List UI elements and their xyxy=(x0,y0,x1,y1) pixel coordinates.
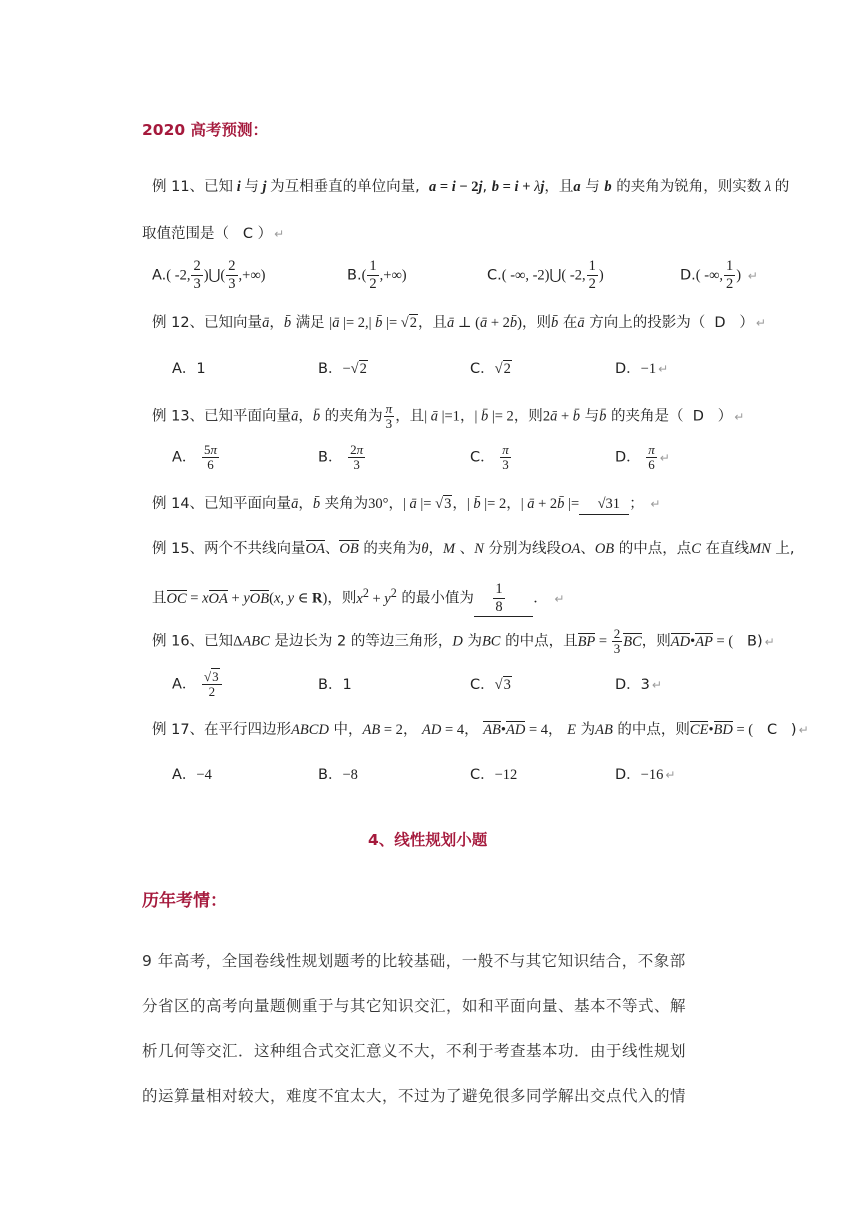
q17-option-c: C．−12 xyxy=(470,767,518,783)
q11-answer: C xyxy=(242,226,253,242)
q17-t1: 中， xyxy=(333,722,363,738)
q16-opt-a-label: A． xyxy=(172,676,197,693)
q13-close: ） xyxy=(717,408,733,425)
q16-line: 例 16、已知ΔABC 是边长为 2 的等边三角形，D 为BC 的中点，且BP = $\frac{2}{3}$ BC，则AD•AP = ( B) ↵ xyxy=(152,626,775,656)
q14-label: 例 14、已知平面向量 xyxy=(152,496,292,512)
q13-option-d: D． $\frac{\pi}{6}$ ↵ xyxy=(615,442,670,472)
q13-t4: 与 xyxy=(584,408,600,425)
q16-opt-c-label: C． xyxy=(470,677,495,693)
q11-line2-text: 取值范围是（ xyxy=(142,226,229,242)
paragraph-line-1: 9 年高考，全国卷线性规划题考的比较基础，一般不与其它知识结合，不象部 xyxy=(142,952,686,970)
q15-t7: 上, xyxy=(775,541,795,557)
q15-l2a: 且 xyxy=(152,590,167,607)
q11-t2: 为互相垂直的单位向量, xyxy=(270,179,420,195)
q12-option-d: D．−1 ↵ xyxy=(615,361,669,377)
q14-t1: 夹角为 xyxy=(324,496,369,512)
q15-t6: 在直线 xyxy=(705,541,750,557)
q13-t5: 的夹角是（ xyxy=(610,408,684,425)
q14-line: 例 14、已知平面向量ā，b̄ 夹角为30°，| ā |= √3，| b̄ |= 2，| ā + 2b̄ |= √31 ； ↵ xyxy=(152,494,660,515)
q13-option-a: A． $\frac{5\pi}{6}$ xyxy=(172,442,218,472)
q17-answer: C xyxy=(766,722,778,738)
q15-t4: 、 xyxy=(580,541,595,557)
q13-line: 例 13、已知平面向量ā，b̄ 的夹角为 $\frac{\pi}{3}$ ，且| ā |=1，| b̄ |= 2，则2ā + b̄ 与b̄ 的夹角是（ D ） ↵ xyxy=(152,401,745,431)
q12-t1: 满足 xyxy=(295,315,325,331)
q17-opt-d-label: D． xyxy=(615,767,641,783)
q15-line2: 且OC = xOA + yOB(x, y ∈ R)，则$x^2 + y^2$ 的最小值为 $\frac{1}{8}$ ． ↵ xyxy=(152,581,565,615)
q16-t2: 为 xyxy=(467,633,482,650)
q11-t1: 与 xyxy=(244,179,259,195)
q17-opt-c-label: C． xyxy=(470,767,495,783)
paragraph-line-2: 分省区的高考向量题侧重于与其它知识交汇，如和平面向量、基本不等式、解 xyxy=(142,997,687,1015)
q13-t1: 的夹角为 xyxy=(324,408,383,425)
q13-option-b: B． $\frac{2\pi}{3}$ xyxy=(318,442,364,472)
q11-option-a: A.( -2, $\frac{2}{3}$ )⋃( $\frac{2}{3}$ ,+∞) xyxy=(152,258,266,292)
q12-t2: ，且 xyxy=(417,315,447,331)
q11-opt-c-label: C. xyxy=(487,267,502,284)
q16-option-d: D．3 ↵ xyxy=(615,677,662,693)
q15-t3: 分别为线段 xyxy=(488,541,561,557)
section-title: 4、线性规划小题 xyxy=(368,831,488,849)
q16-t3: 的中点，且 xyxy=(505,633,578,650)
q11-line1: 例 11、已知 i 与 j 为互相垂直的单位向量, a = i − 2j, b = i + λj，且a 与 b 的夹角为锐角，则实数 λ 的 xyxy=(152,179,790,195)
q11-opt-a-label: A. xyxy=(152,267,167,284)
q13-opt-a-label: A． xyxy=(172,449,197,466)
q17-t3: 的中点，则 xyxy=(617,722,690,738)
q15-l2b: ，则 xyxy=(327,590,357,607)
q14-answer: √31 xyxy=(597,496,621,512)
paragraph-line-4: 的运算量相对较大，难度不宜太大，不过为了避免很多同学解出交点代入的情 xyxy=(142,1087,687,1105)
q12-option-a: A．1 xyxy=(172,361,206,377)
q13-answer: D xyxy=(692,408,704,425)
q16-answer: B xyxy=(747,633,757,650)
q15-t5: 的中点，点 xyxy=(618,541,692,557)
q12-t3: ，则 xyxy=(521,315,551,331)
q17-option-a: A．−4 xyxy=(172,767,212,783)
q17-line: 例 17、在平行四边形ABCD 中，AB = 2， AD = 4， AB•AD = 4， E 为AB 的中点，则CE•BD = ( C ) ↵ xyxy=(152,722,809,738)
q15-label: 例 15、两个不共线向量 xyxy=(152,541,306,557)
q17-opt-a-label: A． xyxy=(172,767,197,783)
q12-opt-d-label: D． xyxy=(615,361,641,377)
q11-t4: ，且 xyxy=(544,179,574,195)
q15-line1: 例 15、两个不共线向量OA、OB 的夹角为θ，M 、N 分别为线段OA、OB 的中点，点C 在直线MN 上, xyxy=(152,541,795,557)
q17-t2: 为 xyxy=(580,722,596,738)
q12-close: ） xyxy=(739,315,754,331)
q11-opt-d-label: D. xyxy=(680,267,696,284)
q17-opt-b-label: B． xyxy=(318,767,343,783)
q16-t1: 是边长为 2 的等边三角形， xyxy=(274,633,453,650)
q15-t1: 、 xyxy=(324,541,340,557)
q11-option-d: D.( -∞, $\frac{1}{2}$ ) ↵ xyxy=(680,258,758,292)
paragraph-line-3: 析几何等交汇．这种组合式交汇意义不大，不利于考查基本功．由于线性规划 xyxy=(142,1042,687,1060)
q11-option-c: C.( -∞, -2)⋃( -2, $\frac{1}{2}$ ) xyxy=(487,258,604,292)
q16-option-c: C．√3 xyxy=(470,677,511,693)
q16-label: 例 16、已知 xyxy=(152,633,234,650)
q11-t6: 的夹角为锐角，则实数 xyxy=(616,179,762,195)
q16-option-b: B．1 xyxy=(318,677,352,693)
q11-t5: 与 xyxy=(585,179,600,195)
q12-t5: 方向上的投影为（ xyxy=(589,315,706,331)
q13-t2: ，且 xyxy=(395,408,425,425)
q13-t3: ，则 xyxy=(513,408,543,425)
q11-option-b: B.( $\frac{1}{2}$ ,+∞) xyxy=(347,258,407,292)
q13-opt-d-label: D． xyxy=(615,449,641,466)
q17-option-d: D．−16 ↵ xyxy=(615,767,676,783)
q12-line: 例 12、已知向量ā，b̄ 满足 |ā |= 2,| b̄ |= √2，且ā ⊥ (ā + 2b̄)，则b̄ 在ā 方向上的投影为（ D ） ↵ xyxy=(152,315,766,331)
q11-opt-b-label: B. xyxy=(347,267,362,284)
q13-label: 例 13、已知平面向量 xyxy=(152,408,292,425)
q12-option-b: B．−√2 xyxy=(318,361,367,377)
prediction-heading: 2020 高考预测： xyxy=(142,121,269,139)
q13-opt-b-label: B． xyxy=(318,449,343,466)
history-heading: 历年考情： xyxy=(142,891,227,911)
q12-opt-b-label: B． xyxy=(318,361,343,377)
q12-answer: D xyxy=(714,315,726,331)
q15-l2c: 的最小值为 xyxy=(401,590,474,607)
q11-close: ） xyxy=(257,226,273,242)
q12-option-c: C．√2 xyxy=(470,361,511,377)
q12-t4: 在 xyxy=(562,315,578,331)
q12-opt-c-label: C． xyxy=(470,361,495,377)
q16-t4: ，则 xyxy=(641,633,671,650)
q13-option-c: C． $\frac{\pi}{3}$ xyxy=(470,442,509,472)
q13-opt-c-label: C． xyxy=(470,449,495,466)
q11-label: 例 11、已知 xyxy=(152,179,234,195)
q14-end: ； xyxy=(629,496,644,512)
q11-t3: , xyxy=(482,179,488,195)
q16-opt-d-label: D．3 xyxy=(615,677,650,693)
q16-option-a: A． $\frac{√3}{2}$ xyxy=(172,670,223,699)
q11-t7: 的 xyxy=(774,179,790,195)
q15-t2: 的夹角为 xyxy=(363,541,422,557)
q11-line2: 取值范围是（ C ） ↵ xyxy=(142,226,285,242)
q12-label: 例 12、已知向量 xyxy=(152,315,263,331)
q15-end: ． xyxy=(533,590,548,607)
q17-option-b: B．−8 xyxy=(318,767,358,783)
q17-label: 例 17、在平行四边形 xyxy=(152,722,292,738)
